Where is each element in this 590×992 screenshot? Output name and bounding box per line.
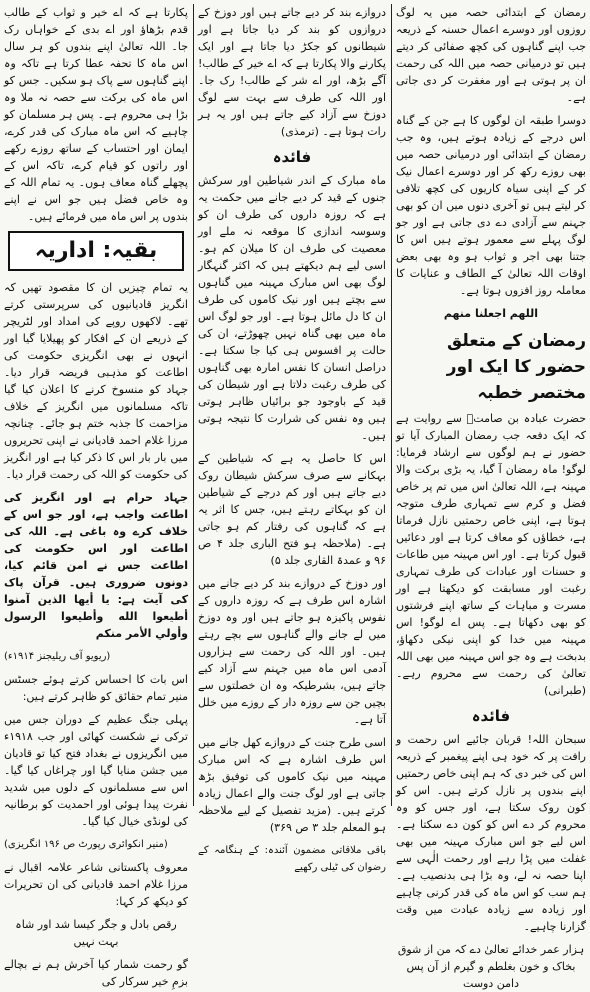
column-divider [391,4,392,806]
paragraph: اس بات کا احساس کرتے ہوئے جسٹس منیر تمام حقائق کو ظاہر کرتے ہیں: [4,673,188,703]
continued-editorial-box: بقیہ: اداریہ [8,231,184,271]
verse: رقص بادل و جگر کیسا شد اور شاہ بہت نہیں [15,918,177,948]
paragraph: رمضان کے ابتدائی حصہ میں یہ لوگ روزوں اور دوسرے اعمال حسنہ کے ذریعہ جب اپنے گناہوں کی کچھ صفائی کر دیتے ہیں تو درمیانی حصہ میں اللہ کی رحمت ان پر ہوتی ہے اور مغفرت کر دی جاتی ہے۔ [396,6,586,104]
reference: (منیر انکوائری رپورٹ ص ۱۹۶ انگریزی) [4,839,168,850]
verse: ہزار عمر خدائے تعالیٰ دے کہ من از شوق بخاک و خون بغلطم و گیرم از آن پس دامن دوست [397,943,585,990]
paragraph: اور دوزخ کے دروازے بند کر دیے جانے میں اشارہ اس طرف ہے کہ روزہ داروں کے نفوس پاکیزہ ہو جاتے ہیں اور وہ دوزخ میں لے جانے والے گناہوں سے بچے رہتے ہیں۔ اور اللہ کی رحمت سے ہزاروں آدمی اس ماہ میں جہنم سے آزاد کیے جاتے ہیں، بشرطیکہ وہ ان خصلتوں سے بچیں جن سے روزہ دار کے روزے میں خلل آتا ہے۔ [198,577,386,726]
fawaid-heading: فائدہ [272,148,312,166]
paragraph: پکارتا ہے کہ اے خیر و ثواب کے طالب قدم بڑھاؤ اور اے بدی کے خواہاں رک جا۔ اللہ تعالیٰ اپنے بندوں کو ہر سال اس ماہ کا تحفہ عطا کرتا ہے تاکہ وہ اپنے گناہوں سے پاک ہو سکیں۔ جس کو اس ماہ کی برکت سے حصہ نہ ملا وہ بڑا ہی محروم ہے۔ پس ہر مسلمان کو چاہیے کہ اس ماہ مبارک کی قدر کرے، ایمان اور احتساب کے ساتھ روزے رکھے اور راتوں کو قیام کرے، تاکہ اس کے پچھلے گناہ معاف ہوں۔ یہ تمام اللہ کے وہ خاص فضل ہیں جو اس نے اپنے بندوں پر اس ماہ میں فرمائے ہیں۔ [4,6,188,223]
paragraph: حضرت عبادہ بن صامتؓ سے روایت ہے کہ ایک دفعہ جب رمضان المبارک آیا تو حضور نے ہم لوگوں سے ارشاد فرمایا: لوگو! ماہ رمضان آ گیا، یہ بڑی برکت والا مہینہ ہے، اللہ تعالیٰ اس میں تم پر خاص فضل و کرم سے تمہاری طرف متوجہ ہوتا ہے، اپنی خاص رحمتیں نازل فرماتا ہے، خطاؤں کو معاف کرتا ہے اور دعائیں قبول کرتا ہے۔ اور اس مہینہ میں طاعات و حسنات اور عبادات کی طرف تمہاری رغبت اور مسابقت کو دیکھتا ہے اور مسرت و مباہات کے ساتھ اپنے فرشتوں کو بھی دکھاتا ہے۔ پس اے لوگو! اس مہینہ میں خدا کو اپنی نیکی دکھاؤ، بدبخت ہے وہ جو اس مہینہ میں بھی اللہ تعالیٰ کی رحمت سے محروم رہے۔ (طبرانی) [396,412,586,697]
article-heading: رمضان کے متعلق حضور کا ایک اور مختصر خطبہ [446,331,586,403]
paragraph: سبحان اللہ! قربان جائیے اس رحمت و رافت پر کہ خود ہی اپنے پیغمبر کے ذریعہ اس کی خبر دی کہ ہم اپنی خاص رحمتیں اپنے بندوں پر نازل کرتے ہیں۔ اس کو کون روک سکتا ہے، اور جس کو وہ محروم کر دے اس کو کون دے سکتا ہے۔ اس لیے جو اس مبارک مہینہ میں بھی غفلت میں پڑا رہے اور رحمت الٰہی سے اپنا حصہ نہ لے، وہ بڑا ہی بدنصیب ہے۔ ہم سب کو اس ماہ کی قدر کرنی چاہیے اور زیادہ سے زیادہ عبادت میں وقت گزارنا چاہیے۔ [396,733,586,933]
continuation-note: باقی ملاقاتی مضمون آئندہ: کے ہنگامہ کے رضوان کی ٹیلی رکھیے [198,845,386,873]
column-divider [193,4,194,806]
paragraph: معروف پاکستانی شاعر علامہ اقبال نے مرزا غلام احمد قادیانی کی ان تحریرات کو دیکھ کر کہا: [4,861,188,908]
paragraph: دوسرا طبقہ ان لوگوں کا ہے جن کے گناہ اس درجے کے زیادہ ہوتے ہیں، وہ جب رمضان کے ابتدائی اور درمیانی حصہ میں بھی روزے رکھ کر اور دوسرے اعمال نیک کر کے اپنی سیاہ کاریوں کی کچھ تلافی کر لیتے ہیں تو آخری دنوں میں ان کو بھی جہنم سے آزادی دے دی جاتی ہے اور جو لوگ پہلے سے معمور ہوتے ہیں اس کا جتنا بھی اجر و ثواب ہو وہ بھی بعض اوقات اللہ تعالیٰ کے الطاف و عنایات کا معاملہ روز افزوں ہوتا ہے۔ [396,114,586,297]
paragraph: اس کا حاصل یہ ہے کہ شیاطین کے بہکانے سے صرف سرکش شیطان روک دیے جاتے ہیں اور کم درجے کے شیاطین ان کو بہکاتے رہتے ہیں، جس کا اثر یہ ہے کہ گناہوں کی رفتار کم ہو جاتی ہے۔ (ملاحظہ ہو فتح الباری جلد ۴ ص ۹۶ و عمدۃ القاری جلد ۵) [198,452,387,567]
paragraph: گو رحمت شمار کیا آخرش ہم نے بچالے بزمِ خیر سرکار کی [4,958,188,988]
paragraph: اسی طرح جنت کے دروازے کھل جانے میں اس طرف اشارہ ہے کہ اس مبارک مہینہ میں نیک کاموں کی توفیق بڑھ جاتی ہے اور لوگ جنت والے اعمال زیادہ کرتے ہیں۔ (مزید تفصیل کے لیے ملاحظہ ہو المعلم جلد ۳ ص ۳۶۹) [198,736,386,834]
quotation: پہلی جنگ عظیم کے دوران جس میں ترکی نے شکست کھائی اور جب ۱۹۱۸ء میں انگریزوں نے بغداد فتح کیا تو قادیان میں جشن منایا گیا اور چراغاں کیا گیا۔ اس سے مسلمانوں کے دلوں میں شدید نفرت پیدا ہوئی اور احمدیت کو برطانیہ کی لونڈی خیال کیا گیا۔ [4,713,188,828]
dua-line: اللھم اجعلنا منھم [443,307,539,320]
column-right [396,4,586,990]
paragraph: یہ تمام چیزیں ان کا مقصود تھیں کہ انگریز قادیانیوں کی سرپرستی کرتے تھے۔ لاکھوں روپے کی امداد اور لٹریچر کے ذریعے ان کے افکار کو پھیلایا گیا اور انہوں نے بھی انگریزی حکومت کی اطاعت کو مذہبی فریضہ قرار دیا۔ جہاد کو منسوخ کرنے کا اعلان کیا گیا تاکہ مسلمانوں میں انگریز کے خلاف مزاحمت کا جذبہ ختم ہو جائے۔ چنانچہ مرزا غلام احمد قادیانی نے اپنی تحریروں میں بار بار اس کا ذکر کیا ہے اور انگریز کی حکومت کو اللہ کی رحمت قرار دیا۔ [4,281,188,481]
fawaid-heading: فائدہ [471,707,511,725]
column-middle [198,4,387,873]
column-left [4,4,188,988]
paragraph: دروازے بند کر دیے جاتے ہیں اور دوزخ کے دروازوں کو بند کر دیا جاتا ہے اور شیطانوں کو جکڑ دیا جاتا ہے اور ایک پکارنے والا پکارتا ہے کہ اے خیر کے طالب! آگے بڑھ، اور اے شر کے طالب! رک جا۔ اور اللہ کی طرف سے بہت سے لوگ دوزخ سے آزاد کیے جاتے ہیں اور یہ ہر رات ہوتا ہے۔ (ترمذی) [198,6,386,138]
quotation: جہاد حرام ہے اور انگریز کی اطاعت واجب ہے، اور جو اس کے خلاف کرے وہ باغی ہے۔ اللہ کی اطاعت اور اس حکومت کی اطاعت جس نے امن قائم کیا، دونوں ضروری ہیں۔ قرآن پاک کی آیت ہے: يا أيها الذين آمنوا أطيعوا الله وأطيعوا الرسول وأولي الأمر منكم [4,491,188,640]
paragraph: ماہ مبارک کے اندر شیاطین اور سرکش جنوں کے قید کر دیے جانے میں حکمت یہ ہے کہ روزہ داروں کی طرف ان کو وسوسہ اندازی کا موقعہ نہ ملے اور معصیت کی طرف ان کا میلان کم ہو۔ اسی لیے ہم دیکھتے ہیں کہ اکثر گنہگار لوگ بھی اس مبارک مہینہ میں گناہوں سے بچتے ہیں اور نیک کاموں کی طرف ان کا دل مائل ہوتا ہے۔ اور جو لوگ اس ماہ میں بھی گناہ نہیں چھوڑتے، ان کی حالت پر افسوس ہی کیا جا سکتا ہے۔ دراصل انسان کا نفس امارہ بھی گناہوں کی طرف رغبت دلاتا ہے اور شیطان کی قید کے باوجود جو برائیاں ظاہر ہوتی ہیں وہ نفس کی شرارت کا نتیجہ ہوتی ہیں۔ [198,174,386,442]
reference: (ریویو آف ریلیجنز ۱۹۱۴ء) [4,651,111,662]
